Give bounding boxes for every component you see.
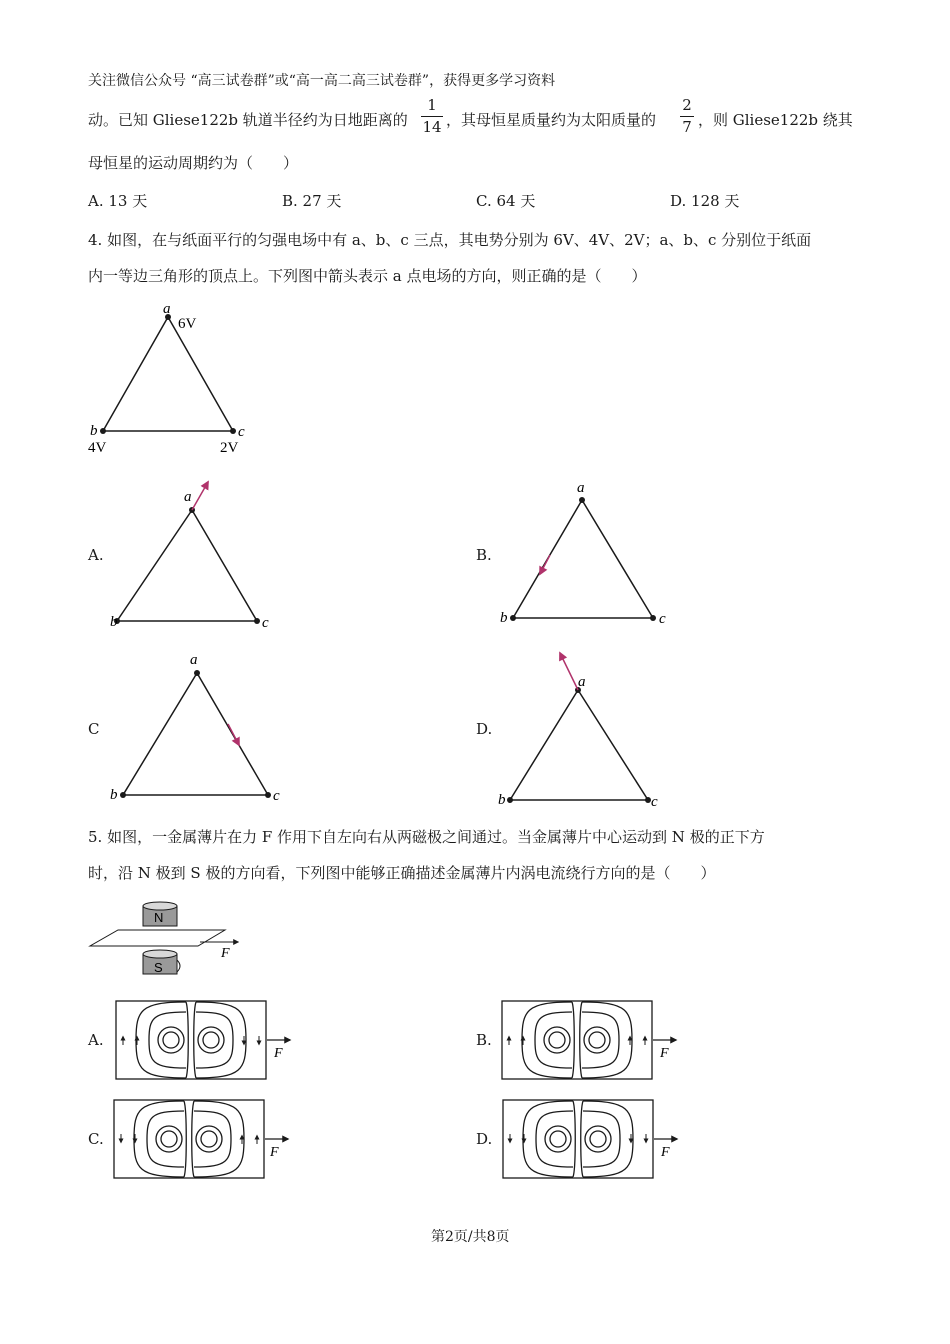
q3-option-b[interactable]: B. 27 天 <box>282 192 342 210</box>
q5-option-c-figure <box>114 1100 288 1178</box>
q5-option-d-figure <box>503 1100 677 1178</box>
q4-main-label-b: b <box>90 423 98 439</box>
svg-text:F: F <box>274 1046 283 1061</box>
svg-text:a: a <box>184 489 192 505</box>
svg-text:c: c <box>262 615 269 631</box>
svg-text:a: a <box>578 674 586 690</box>
svg-text:F: F <box>661 1145 670 1160</box>
q3-option-c[interactable]: C. 64 天 <box>476 192 536 210</box>
q4-option-a-label[interactable]: A. <box>88 546 104 564</box>
q3-line2: 母恒星的运动周期约为（ ） <box>88 154 299 172</box>
svg-text:b: b <box>500 610 508 626</box>
svg-text:a: a <box>577 480 585 496</box>
q4-main-volt-a: 6V <box>178 316 197 332</box>
svg-text:a: a <box>190 652 198 668</box>
q3-fraction-1-denominator: 14 <box>422 118 442 136</box>
q3-fraction-1-numerator: 1 <box>427 96 437 114</box>
q3-option-a[interactable]: A. 13 天 <box>88 192 148 210</box>
q5-option-a-figure <box>116 1001 290 1079</box>
svg-text:F: F <box>660 1046 669 1061</box>
q4-line2: 内一等边三角形的顶点上。下列图中箭头表示 a 点电场的方向，则正确的是（ ） <box>88 267 647 285</box>
q5-option-c-label[interactable]: C. <box>88 1130 104 1148</box>
q4-line1: 4. 如图，在与纸面平行的匀强电场中有 a、b、c 三点，其电势分别为 6V、4V、2V；a、b、c 分别位于纸面 <box>88 231 812 249</box>
q3-line1-part-b: ，其母恒星质量约为太阳质量的 <box>446 111 657 129</box>
q5-force-label: F <box>221 946 230 961</box>
svg-text:b: b <box>498 792 506 808</box>
q5-line1: 5. 如图，一金属薄片在力 F 作用下自左向右从两磁极之间通过。当金属薄片中心运动到 N 极的正下方 <box>88 828 765 846</box>
svg-text:S: S <box>154 960 163 975</box>
svg-text:c: c <box>659 611 666 627</box>
q5-line2: 时，沿 N 极到 S 极的方向看，下列图中能够正确描述金属薄片内涡电流绕行方向的是（ ） <box>88 864 716 882</box>
q4-main-label-a: a <box>163 301 171 317</box>
q4-option-d-label[interactable]: D. <box>476 720 493 738</box>
q4-main-volt-c: 2V <box>220 440 239 456</box>
q5-option-b-figure <box>502 1001 676 1079</box>
svg-text:b: b <box>110 614 118 630</box>
q3-fraction-2-numerator: 2 <box>682 96 692 114</box>
svg-text:b: b <box>110 787 118 803</box>
header-notice: 关注微信公众号 “高三试卷群”或“高一高二高三试卷群”，获得更多学习资料 <box>88 73 556 89</box>
svg-text:F: F <box>270 1145 279 1160</box>
svg-text:N: N <box>154 910 164 925</box>
q5-option-d-label[interactable]: D. <box>476 1130 493 1148</box>
q4-option-b-label[interactable]: B. <box>476 546 492 564</box>
q5-option-b-label[interactable]: B. <box>476 1031 492 1049</box>
page-number: 第2页/共8页 <box>431 1229 510 1245</box>
q3-option-d[interactable]: D. 128 天 <box>670 192 740 210</box>
svg-text:c: c <box>273 788 280 804</box>
q3-line1-part-c: ，则 Gliese122b 绕其 <box>698 111 853 129</box>
q3-line1-part-a: 动。已知 Gliese122b 轨道半径约为日地距离的 <box>88 111 408 129</box>
svg-text:c: c <box>651 794 658 810</box>
q4-main-label-c: c <box>238 424 245 440</box>
q4-main-volt-b: 4V <box>88 440 107 456</box>
q3-fraction-2-denominator: 7 <box>682 118 692 136</box>
q5-option-a-label[interactable]: A. <box>88 1031 104 1049</box>
q4-option-c-label[interactable]: C <box>88 720 100 738</box>
